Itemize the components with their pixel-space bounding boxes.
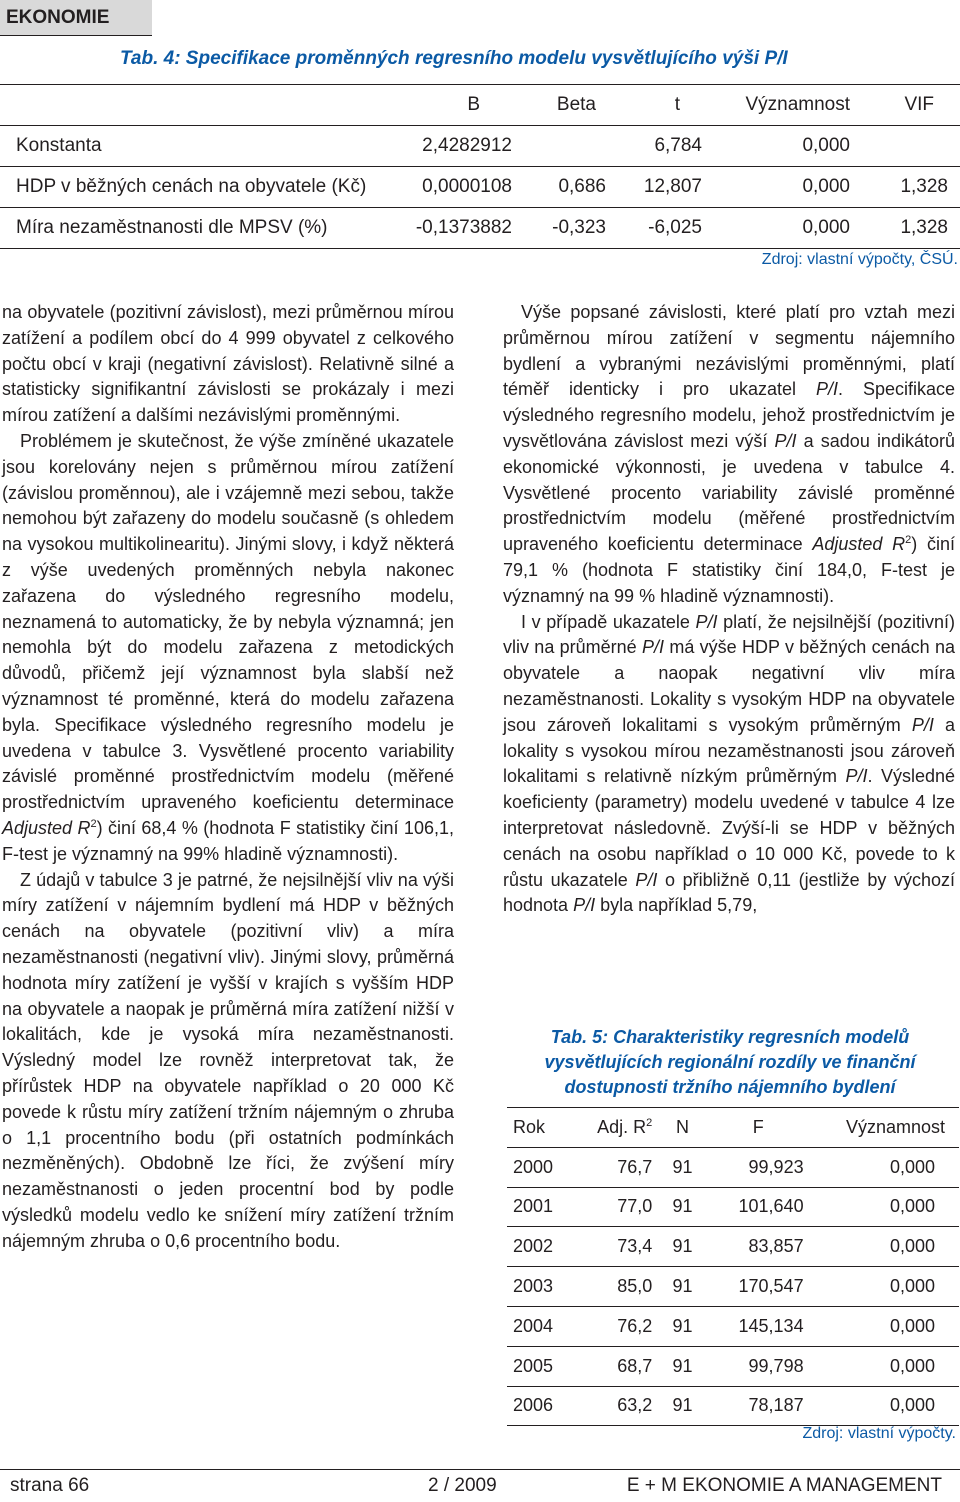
table4-cell: 0,000 [702, 126, 850, 167]
table4-cell: 12,807 [606, 167, 702, 208]
table4-cell: 2,4282912 [390, 126, 512, 167]
table-row: 2001 77,0 91 101,640 0,000 [507, 1187, 959, 1227]
table-row: 2000 76,7 91 99,923 0,000 [507, 1147, 959, 1187]
table4-cell: 0,0000108 [390, 167, 512, 208]
table5-source: Zdroj: vlastní výpočty. [802, 1425, 956, 1442]
table4-header-row [0, 85, 960, 126]
table5-header-cell: F [713, 1108, 804, 1148]
table-row [0, 167, 960, 208]
table4-cell: 6,784 [606, 126, 702, 167]
table4-cell [850, 126, 960, 167]
table4-header-vyznamnost: Významnost [702, 85, 850, 126]
table4-cell: Míra nezaměstnanosti dle MPSV (%) [0, 208, 390, 249]
table-row: 2006 63,2 91 78,187 0,000 [507, 1386, 959, 1426]
table4-cell: 1,328 [850, 208, 960, 249]
section-tag: EKONOMIE [0, 0, 152, 36]
table4-caption: Tab. 4: Specifikace proměnných regresního modelu vysvětlujícího výši P/I [120, 48, 788, 69]
table-row: 2005 68,7 91 99,798 0,000 [507, 1346, 959, 1386]
table4-cell: -0,1373882 [390, 208, 512, 249]
table-row [0, 208, 960, 249]
right-column [503, 300, 955, 919]
table5-header-cell: Významnost [804, 1108, 959, 1148]
table4-header-b: B [390, 85, 512, 126]
page-number: strana 66 [10, 1475, 90, 1496]
table5-caption: Tab. 5: Charakteristiky regresních modelů vysvětlujících regionální rozdíly ve finanční dostupnosti tržního nájemního bydlení [544, 1027, 916, 1097]
table4-source: Zdroj: vlastní výpočty, ČSÚ. [761, 251, 958, 268]
table4-header-vif: VIF [850, 85, 960, 126]
table-row: 2003 85,0 91 170,547 0,000 [507, 1267, 959, 1307]
table-row [0, 126, 960, 167]
table5-header-row [507, 1108, 959, 1148]
table4 [0, 84, 960, 249]
table4-cell: 0,000 [702, 167, 850, 208]
table4-cell: 0,686 [512, 167, 606, 208]
issue-number: 2 / 2009 [428, 1475, 497, 1496]
table5-header-cell: Rok [507, 1108, 576, 1148]
table5-header-cell: N [652, 1108, 713, 1148]
table5 [507, 1107, 959, 1426]
paragraph: na obyvatele (pozitivní závislost), mezi průměrnou mírou zatížení a podílem obcí do 4 999 obyvatel z celkového počtu obcí v kraji (negativní závislost). Relativně silné a statisticky signifikantní závislosti se prokázaly i mezi mírou zatížení a dalšími nezávislými proměnnými. [2, 302, 454, 426]
table4-cell: 1,328 [850, 167, 960, 208]
table4-cell [512, 126, 606, 167]
table4-cell: Konstanta [0, 126, 390, 167]
table5-header-cell: Adj. $R^2$ [576, 1108, 653, 1148]
table4-cell: -0,323 [512, 208, 606, 249]
page-footer [0, 1469, 960, 1502]
paragraph: Z údajů v tabulce 3 je patrné, že nejsilnější vliv na výši míry zatížení v nájemním bydlení má HDP v běžných cenách na obyvatele (pozitivní vliv) a míra nezaměstnanosti (negativní vliv). Jinými slovy, průměrná hodnota míry zatížení je vyšší v krajích s vyšším HDP na obyvatele a naopak je průměrná míra zatížení nižší v lokalitách, kde je vysoká míra nezaměstnanosti. Výsledný model lze rovněž interpretovat tak, že přírůstek HDP na obyvatele například o 20 000 Kč povede k růstu míry zatížení tržním nájemným o zhruba o 1,1 procentního bodu (při ostatních podmínkách nezměněných). Obdobně lze říci, že zvýšení míry nezaměstnanosti o jeden procentní bod by podle výsledků modelu vedlo ke snížení míry zatížení tržním nájemným zhruba o 0,6 procentního bodu. [2, 869, 454, 1251]
table4-header-t: t [606, 85, 702, 126]
table-row: 2002 73,4 91 83,857 0,000 [507, 1227, 959, 1267]
paragraph: I v případě ukazatele P/I platí, že nejsilnější (pozitivní) vliv na průměrné P/I má výše HDP v běžných cenách na obyvatele a naopak negativní vliv míra nezaměstnanosti. Lokality s vysokým HDP na obyvatele jsou zároveň lokalitami s vysokým průměrným P/I a lokality s vysokou mírou nezaměstnanosti jsou zároveň lokalitami s relativně nízkým průměrným P/I. Výsledné koeficienty (parametry) modelu uvedené v tabulce 4 lze interpretovat následovně. Zvýší-li se HDP v běžných cenách na osobu například o 10 000 Kč, povede to k růstu ukazatele P/I o přibližně 0,11 (jestliže by výchozí hodnota P/I byla například 5,79, [503, 611, 956, 916]
table4-cell: -6,025 [606, 208, 702, 249]
left-column [2, 300, 454, 1254]
table-row: 2004 76,2 91 145,134 0,000 [507, 1306, 959, 1346]
journal-name: E + M EKONOMIE A MANAGEMENT [626, 1475, 942, 1496]
table4-header-beta: Beta [512, 85, 606, 126]
paragraph: Problémem je skutečnost, že výše zmíněné ukazatele jsou korelovány nejen s průměrnou mírou zatížení (závislou proměnnou), ale i vzájemně mezi sebou, takže nemohou být zařazeny do modelu současně (s ohledem na vysokou multikolinearitu). Jinými slovy, i když některá z výše uvedených proměnných nebyla nakonec zařazena do výsledného regresního modelu, neznamená to automaticky, že by nebyla významná; jen nemohla být do modelu zařazena z metodických důvodů, přičemž její významnost byla slabší než významnost té proměnné, která do modelu zařazena byla. Specifikace výsledného regresního modelu je uvedena v tabulce 3. Vysvětlené procento variability závislé proměnné prostřednictvím modelu (měřené prostřednictvím upraveného koeficientu determinace Adjusted $R^2$) činí 68,4 % (hodnota F statistiky činí 106,1, F-test je významný na 99% hladině významnosti). [2, 430, 454, 864]
table4-cell: 0,000 [702, 208, 850, 249]
table4-header-cell [0, 85, 390, 126]
paragraph: Výše popsané závislosti, které platí pro vztah mezi průměrnou mírou zatížení v segmentu nájemního bydlení a vybranými nezávislými proměnnými, platí téměř identicky i pro ukazatel P/I. Specifikace výsledného regresního modelu, jehož prostřednictvím je vysvětlována závislost mezi výší P/I a sadou indikátorů ekonomické výkonnosti, je uvedena v tabulce 4. Vysvětlené procento variability závislé proměnné prostřednictvím modelu (měřené prostřednictvím upraveného koeficientu determinace Adjusted $R^2$) činí 79,1 % (hodnota F statistiky činí 184,0, F-test je významný na 99 % hladině významnosti). [503, 302, 955, 606]
table4-cell: HDP v běžných cenách na obyvatele (Kč) [0, 167, 390, 208]
